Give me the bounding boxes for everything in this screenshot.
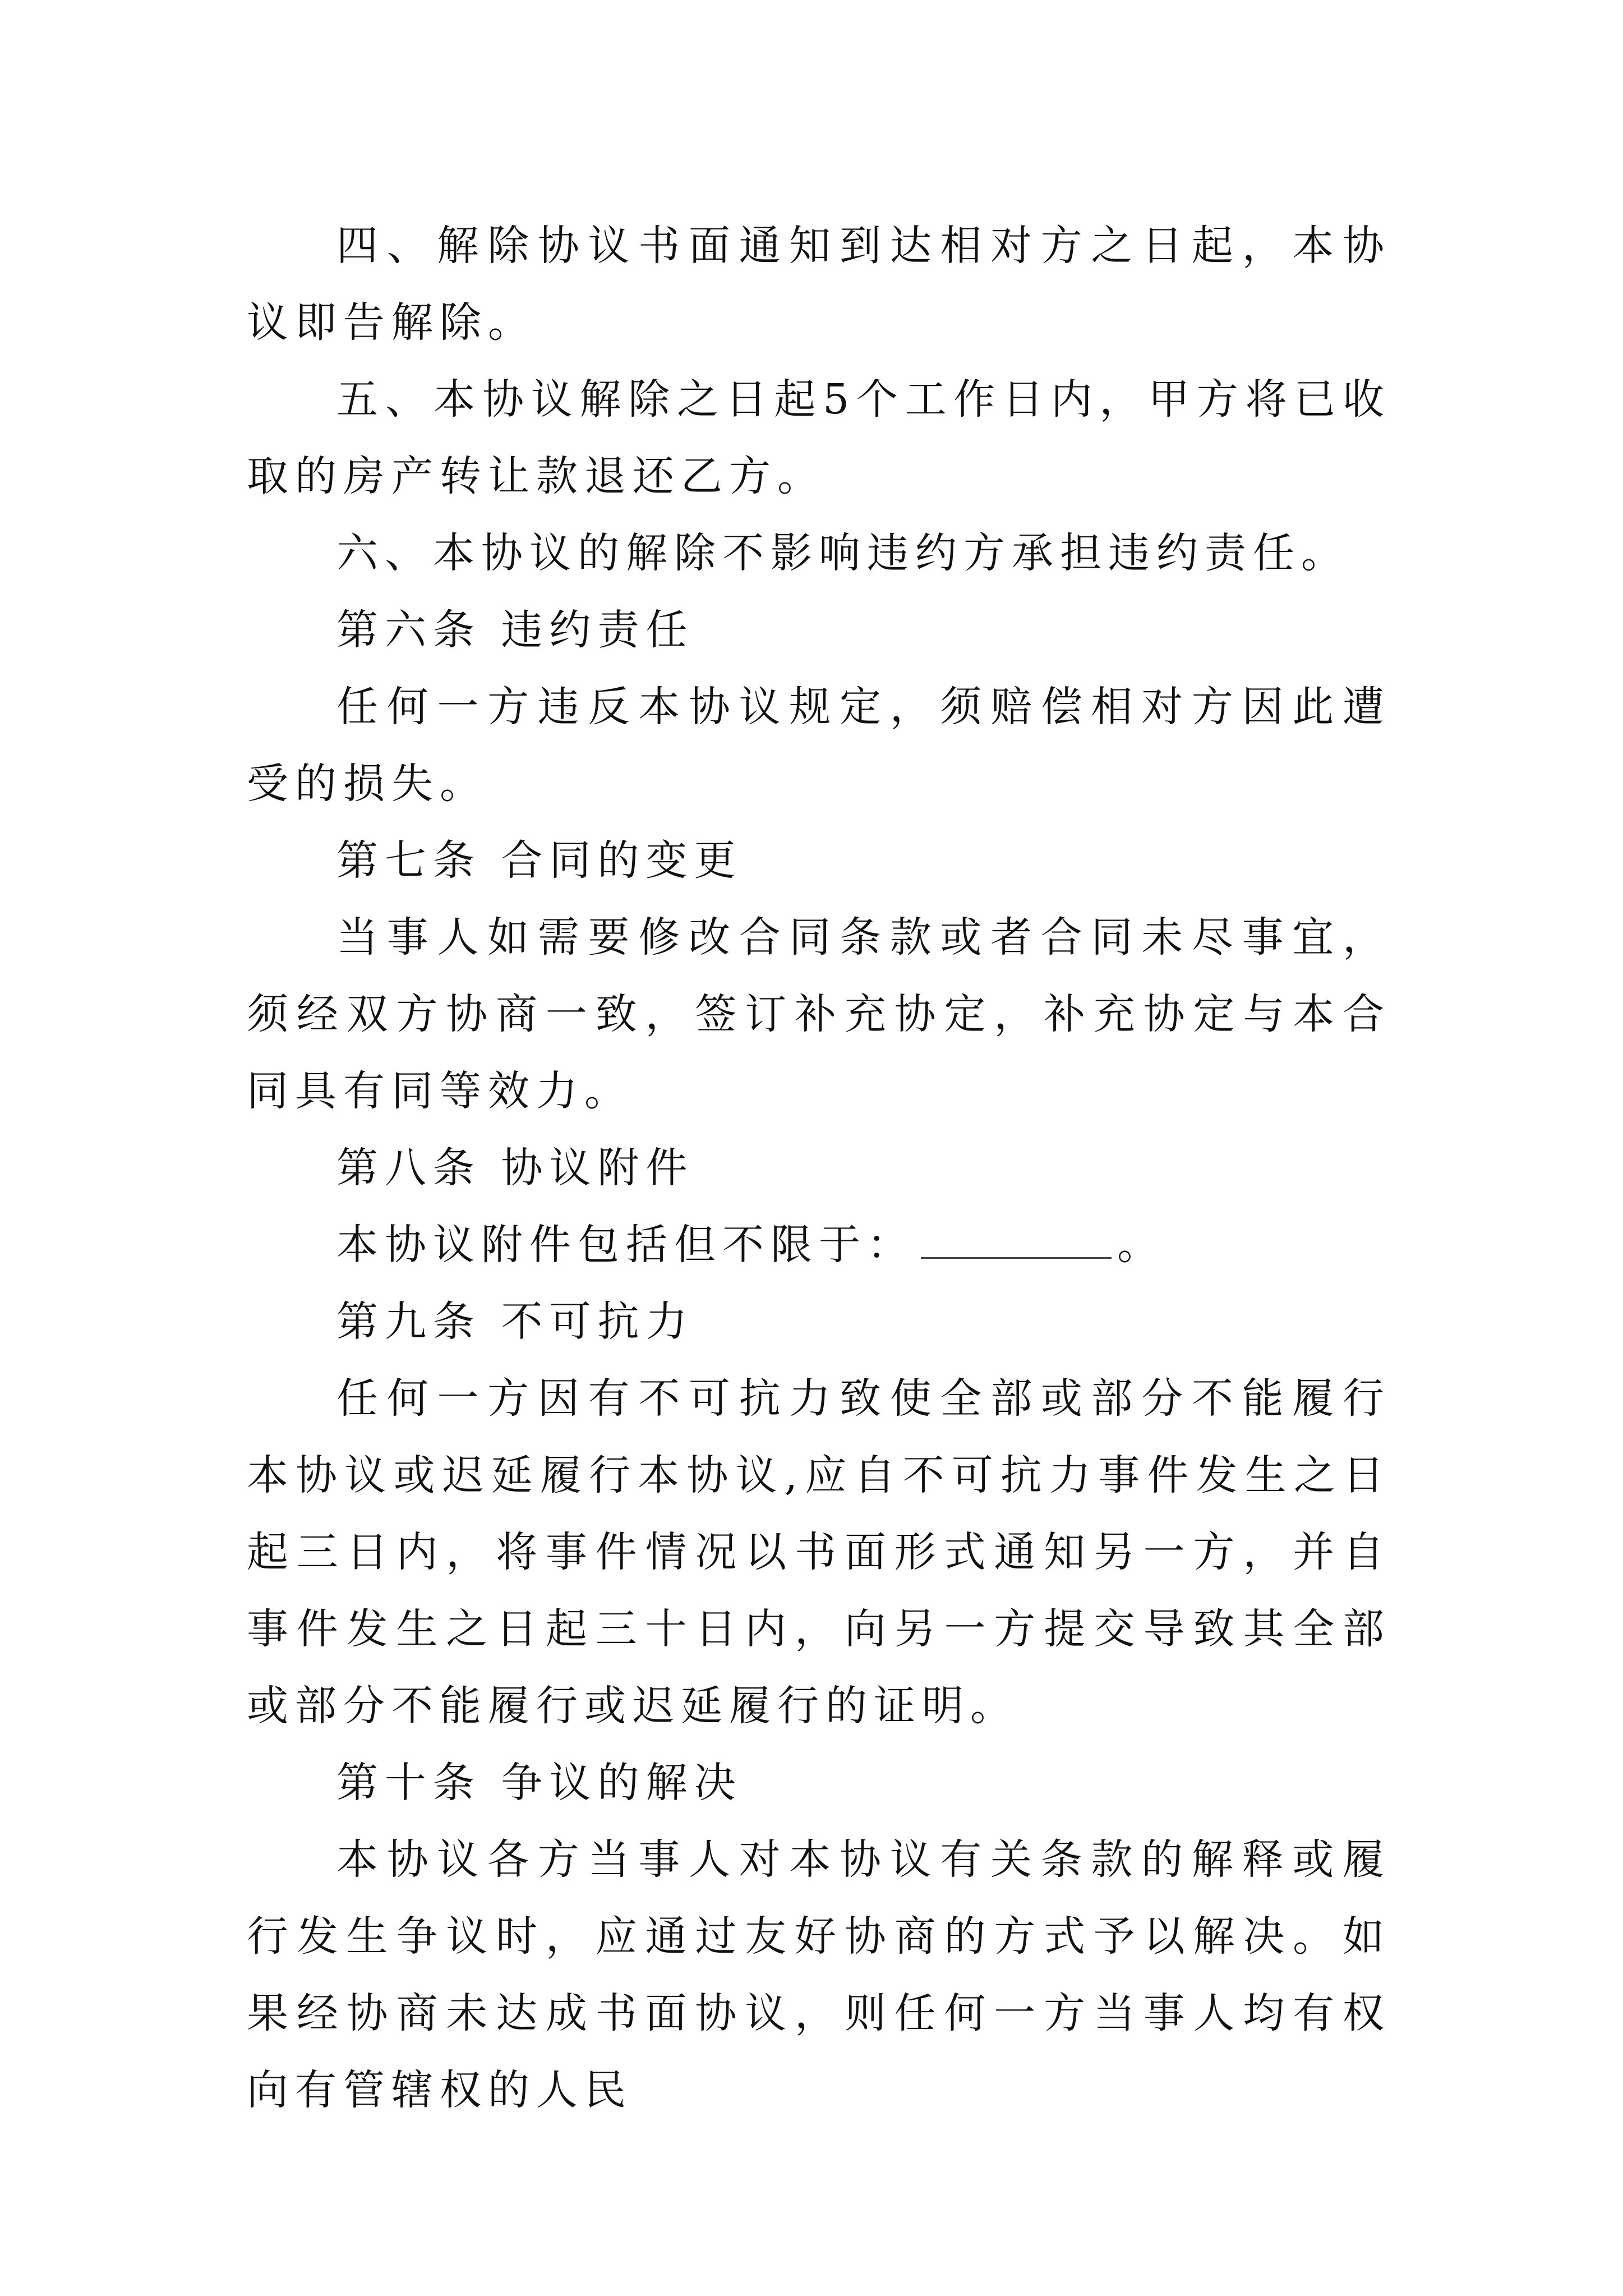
heading-article-6: 第六条 违约责任 <box>336 606 694 654</box>
attachments-suffix: 。 <box>1117 1221 1165 1269</box>
paragraph-attachments <box>247 1207 1391 1283</box>
paragraph-termination-clause-4: 四、解除协议书面通知到达相对方之日起，本协议即告解除。 <box>247 222 1391 347</box>
paragraph-termination-clause-5: 五、本协议解除之日起5个工作日内，甲方将已收取的房产转让款退还乙方。 <box>247 375 1391 500</box>
document-body <box>247 208 1391 2129</box>
paragraph-dispute-resolution: 本协议各方当事人对本协议有关条款的解释或履行发生争议时，应通过友好协商的方式予以解决。如果经协商未达成书面协议，则任何一方当事人均有权向有管辖权的人民 <box>247 1835 1391 2114</box>
heading-article-10: 第十条 争议的解决 <box>336 1759 743 1807</box>
attachments-prefix: 本协议附件包括但不限于： <box>336 1221 915 1269</box>
paragraph-breach-liability: 任何一方违反本协议规定，须赔偿相对方因此遭受的损失。 <box>247 683 1391 808</box>
paragraph-termination-clause-6: 六、本协议的解除不影响违约方承担违约责任。 <box>336 529 1349 577</box>
heading-article-8: 第八条 协议附件 <box>336 1144 694 1192</box>
paragraph-contract-modification: 当事人如需要修改合同条款或者合同未尽事宜，须经双方协商一致，签订补充协定，补充协定与本合同具有同等效力。 <box>247 913 1391 1115</box>
heading-article-7: 第七条 合同的变更 <box>336 836 743 885</box>
paragraph-force-majeure: 任何一方因有不可抗力致使全部或部分不能履行本协议或迟延履行本协议,应自不可抗力事件发生之日起三日内，将事件情况以书面形式通知另一方，并自事件发生之日起三十日内，向另一方提交导致其全部或部分不能履行或迟延履行的证明。 <box>247 1374 1391 1730</box>
attachments-blank-line <box>921 1221 1112 1259</box>
heading-article-9: 第九条 不可抗力 <box>336 1297 694 1346</box>
